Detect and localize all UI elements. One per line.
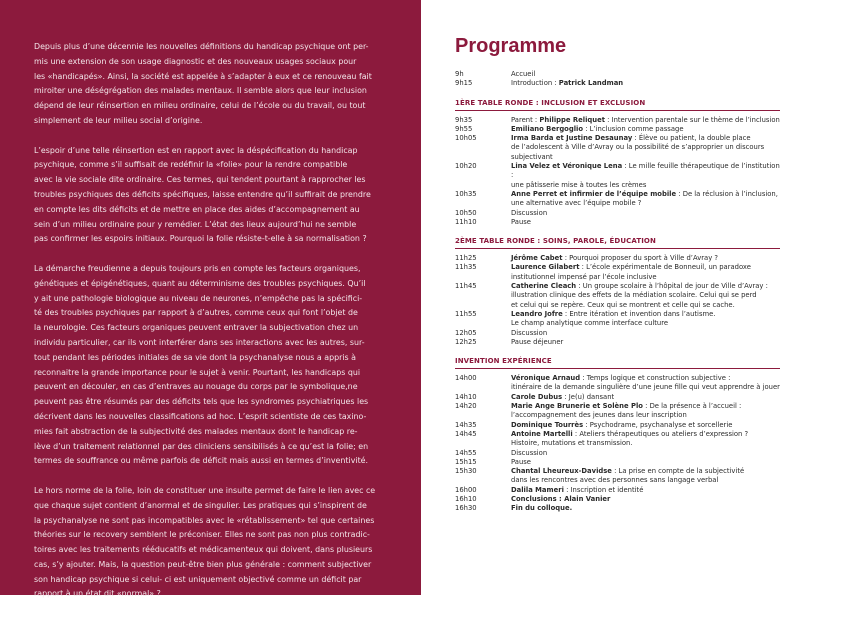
schedule-row bbox=[455, 218, 780, 227]
speaker-name: Véronique Arnaud bbox=[511, 374, 581, 383]
schedule-time: 12h25 bbox=[455, 337, 477, 346]
schedule-description bbox=[511, 70, 780, 79]
talk-title: : Je(u) dansant bbox=[562, 392, 615, 401]
schedule-time: 14h55 bbox=[455, 448, 477, 457]
talk-title: : Un groupe scolaire à l’hôpital de jour de Ville d’Avray : illustration clinique des effets de la médiation scolaire. Celui qui se perd et celui qui se repère. Ceux qui se montrent et celle qui se cache. bbox=[511, 282, 768, 309]
section-heading: INVENTION EXPÉRIENCE bbox=[455, 357, 780, 369]
intro-text-block bbox=[34, 40, 386, 617]
speaker-name: Catherine Cleach bbox=[511, 282, 577, 291]
schedule-description bbox=[511, 329, 780, 338]
schedule-time: 9h15 bbox=[455, 79, 473, 88]
talk-title: : L’école expérimentale de Bonneuil, un paradoxe institutionnel impensé par l’école inclusive bbox=[511, 263, 751, 281]
speaker-name: Dominique Tourrès bbox=[511, 420, 584, 429]
talk-title: : La prise en compte de la subjectivité dans les rencontres avec des personnes sans langage verbal bbox=[511, 467, 745, 485]
section-heading: 2ÈME TABLE RONDE : SOINS, PAROLE, ÉDUCATION bbox=[455, 237, 780, 249]
talk-title: : Ateliers thérapeutiques ou ateliers d’expression ? Histoire, mutations et transmission. bbox=[511, 429, 749, 448]
schedule-description bbox=[511, 338, 780, 347]
section-rows bbox=[455, 254, 780, 347]
talk-title: : Intervention parentale sur le thème de l’inclusion bbox=[604, 115, 780, 124]
schedule-time: 10h50 bbox=[455, 208, 477, 217]
schedule-time: 15h30 bbox=[455, 467, 477, 476]
schedule-time: 10h35 bbox=[455, 189, 477, 198]
speaker-name: Carole Dubus bbox=[511, 392, 563, 401]
schedule-description bbox=[511, 79, 780, 88]
schedule-description bbox=[511, 504, 780, 513]
schedule-description bbox=[511, 125, 780, 134]
section-rows bbox=[455, 374, 780, 513]
schedule-time: 16h00 bbox=[455, 485, 477, 494]
schedule-description bbox=[511, 374, 780, 393]
schedule-time: 10h05 bbox=[455, 134, 477, 143]
schedule-row bbox=[455, 134, 780, 162]
schedule-row bbox=[455, 458, 780, 467]
talk-title: Discussion bbox=[511, 448, 548, 457]
schedule-description bbox=[511, 162, 780, 190]
schedule-prefix: Parent : bbox=[511, 115, 540, 124]
schedule-row bbox=[455, 486, 780, 495]
schedule-row bbox=[455, 190, 780, 209]
talk-title: : Temps logique et construction subjective : itinéraire de la demande singulière d’une jeune fille qui veut apprendre à jouer bbox=[511, 374, 780, 392]
talk-title: Discussion bbox=[511, 328, 548, 337]
schedule-time: 11h25 bbox=[455, 254, 477, 263]
schedule-row bbox=[455, 421, 780, 430]
schedule-row bbox=[455, 449, 780, 458]
paragraph: Depuis plus d’une décennie les nouvelles définitions du handicap psychique ont per- mis une extension de son usage diagnostic et des nouveaux usages sociaux pour les «handicapés». Ainsi, la société est appelée à s’adapter à eux et ce renouveau fait miroiter une déségrégation des malades mentaux. Il semble alors que leur inclusion dépend de leur réinsertion en milieu ordinaire, celui de l’école ou du travail, ou tout simplement de leur milieu social d’origine. bbox=[34, 42, 372, 125]
schedule-description bbox=[511, 209, 780, 218]
schedule-description bbox=[511, 254, 780, 263]
paragraph: La démarche freudienne a depuis toujours pris en compte les facteurs organiques, génétiques et épigénétiques, quant au déterminisme des troubles psychiques. Qu’il y ait une pathologie biologique au niveau de neurones, n’empêche pas la spécifici- té des troubles psychiques par rapport à d’autres, comme ceux qui font l’objet de la neurologie. Ces facteurs organiques peuvent entraver la subjectivation chez un individu particulier, car ils vont interférer dans ses interactions avec les autres, sur- tout pendant les périodes initiales de sa vie dont la psychanalyse nous a appris à reconnaitre la grande importance pour le sujet à venir. Pourtant, les handicaps qui peuvent en découler, en cas d’entraves au nouage du corps par le symbolique,ne peuvent pas être résumés par des déficits tels que les syndromes psychiatriques les décrivent dans les nouvelles classifications ad hoc. L’esprit scientiste de ces taxino- mies fait abstraction de la subjectivité des malades mentaux dont le handicap re- lève d’un traitement relationnel par des cliniciens sensibilisés à ce qu’est la folie; en termes de souffrance ou même parfois de déficit mais aussi en termes d’inventivité. bbox=[34, 263, 369, 466]
schedule-description bbox=[511, 263, 780, 282]
talk-title: : Inscription et identité bbox=[563, 485, 644, 494]
schedule-row bbox=[455, 430, 780, 449]
talk-title: : Élève ou patient, la double place de l’adolescent à Ville d’Avray ou la possibilité de s’approprier un discours subjectivant bbox=[511, 134, 765, 161]
programme-panel bbox=[455, 34, 780, 515]
paragraph: L’espoir d’une telle réinsertion est en rapport avec la déspécification du handicap psychique, comme s’il suffisait de redéfinir la «folie» pour la rendre compatible avec la vie sociale dite ordinaire. Ces termes, qui tendent pourtant à rapprocher les troubles psychiques des déficits spécifiques, laisse entendre qu’il suffirait de prendre en compte les dits déficits et de mettre en place des aides d’accompagnement au sein d’un milieu ordinaire pour y remédier. L’état des lieux aujourd’hui ne semble pas confirmer les espoirs initiaux. Pourquoi la folie résiste-t-elle à sa normalisation ? bbox=[34, 145, 371, 244]
schedule-row bbox=[455, 209, 780, 218]
talk-title: Pause déjeuner bbox=[511, 337, 564, 346]
speaker-name: Lina Velez et Véronique Lena bbox=[511, 162, 623, 171]
talk-title: : Le mille feuille thérapeutique de l’institution : une pâtisserie mise à toutes les crèmes bbox=[511, 162, 780, 189]
schedule-row bbox=[455, 310, 780, 329]
schedule-description bbox=[511, 134, 780, 162]
schedule-time: 16h10 bbox=[455, 494, 477, 503]
talk-title: Accueil bbox=[511, 70, 536, 78]
schedule-description bbox=[511, 190, 780, 209]
speaker-name: Conclusions : Alain Vanier bbox=[511, 494, 611, 503]
schedule-description bbox=[511, 218, 780, 227]
schedule-description bbox=[511, 430, 780, 449]
speaker-name: Leandro Jofre bbox=[511, 309, 563, 318]
talk-title: : De la présence à l’accueil : l’accompagnement des jeunes dans leur inscription bbox=[511, 402, 742, 420]
schedule-time: 11h55 bbox=[455, 309, 477, 318]
intro-schedule bbox=[455, 70, 780, 89]
schedule-time: 10h20 bbox=[455, 162, 477, 171]
schedule-time: 14h00 bbox=[455, 374, 477, 383]
schedule-time: 14h45 bbox=[455, 429, 477, 438]
schedule-time: 11h45 bbox=[455, 282, 477, 291]
schedule-time: 9h35 bbox=[455, 115, 473, 124]
schedule-time: 14h35 bbox=[455, 420, 477, 429]
schedule-time: 11h10 bbox=[455, 217, 477, 226]
schedule-time: 9h55 bbox=[455, 124, 473, 133]
schedule-description bbox=[511, 458, 780, 467]
speaker-name: Irma Barda et Justine Desaunay bbox=[511, 134, 633, 143]
schedule-description bbox=[511, 421, 780, 430]
speaker-name: Fin du colloque. bbox=[511, 504, 573, 513]
schedule-description bbox=[511, 282, 780, 310]
schedule-row bbox=[455, 263, 780, 282]
schedule-row bbox=[455, 393, 780, 402]
schedule-description bbox=[511, 393, 780, 402]
programme-title: Programme bbox=[455, 35, 567, 57]
schedule-description bbox=[511, 310, 780, 329]
schedule-row bbox=[455, 79, 780, 88]
schedule-description bbox=[511, 402, 780, 421]
left-page-panel bbox=[0, 0, 421, 599]
schedule-time: 16h30 bbox=[455, 504, 477, 513]
schedule-row bbox=[455, 162, 780, 190]
schedule-row bbox=[455, 282, 780, 310]
schedule-row bbox=[455, 116, 780, 125]
schedule-description bbox=[511, 486, 780, 495]
schedule-time: 12h05 bbox=[455, 328, 477, 337]
schedule-time: 14h20 bbox=[455, 402, 477, 411]
schedule-row bbox=[455, 402, 780, 421]
schedule-row bbox=[455, 254, 780, 263]
section-rows bbox=[455, 116, 780, 228]
schedule-row bbox=[455, 329, 780, 338]
talk-title: : L’inclusion comme passage bbox=[583, 124, 684, 133]
speaker-name: Philippe Reliquet bbox=[539, 115, 605, 124]
talk-title: : Psychodrame, psychanalyse et sorcellerie bbox=[583, 420, 733, 429]
speaker-name: Chantal Lheureux-Davidse bbox=[511, 467, 612, 476]
schedule-sections bbox=[455, 99, 780, 514]
speaker-name: Emiliano Bergoglio bbox=[511, 124, 584, 133]
talk-title: : De la réclusion à l’inclusion, une alternative avec l’équipe mobile ? bbox=[511, 189, 778, 208]
schedule-time: 11h35 bbox=[455, 263, 477, 272]
schedule-row bbox=[455, 504, 780, 513]
speaker-name: Patrick Landman bbox=[558, 79, 624, 88]
paragraph: Le hors norme de la folie, loin de constituer une insulte permet de faire le lien avec ce que chaque sujet contient d’anormal et de singulier. Les pratiques qui s’inspirent de la psychanalyse ne sont pas incompatibles avec le «rétablissement» tel que certaines théories sur le recovery semblent le préconiser. Elles ne sont pas non plus contradic- toires avec les traitements rééducatifs et médicamenteux qui doivent, dans plusieurs cas, s’y ajouter. Mais, la question peut-être bien plus générale : comment subjectiver son handicap psychique si celui- ci est uniquement objectivé comme un déficit par rapport à un état dit «normal» ? bbox=[34, 485, 376, 599]
schedule-row bbox=[455, 338, 780, 347]
talk-title: : Pourquoi proposer du sport à Ville d’Avray ? bbox=[562, 254, 718, 263]
section-heading: 1ÈRE TABLE RONDE : INCLUSION ET EXCLUSION bbox=[455, 99, 780, 111]
schedule-description bbox=[511, 467, 780, 486]
schedule-description bbox=[511, 449, 780, 458]
schedule-description bbox=[511, 116, 780, 125]
speaker-name: Anne Perret et infirmier de l’équipe mobile bbox=[511, 189, 677, 198]
schedule-row bbox=[455, 70, 780, 79]
schedule-description bbox=[511, 495, 780, 504]
schedule-time: 9h bbox=[455, 70, 464, 78]
talk-title: Introduction : bbox=[511, 79, 559, 88]
speaker-name: Laurence Gilabert bbox=[511, 263, 580, 272]
schedule-time: 14h10 bbox=[455, 392, 477, 401]
schedule-row bbox=[455, 374, 780, 393]
schedule-time: 15h15 bbox=[455, 457, 477, 466]
schedule-row bbox=[455, 467, 780, 486]
talk-title: Pause bbox=[511, 457, 531, 466]
talk-title: Pause bbox=[511, 217, 531, 226]
speaker-name: Antoine Martelli bbox=[511, 429, 573, 438]
speaker-name: Jérôme Cabet bbox=[511, 254, 563, 263]
speaker-name: Marie Ange Brunerie et Solène Plo bbox=[511, 402, 643, 411]
schedule-row bbox=[455, 495, 780, 504]
speaker-name: Dalila Mameri bbox=[511, 485, 564, 494]
schedule-row bbox=[455, 125, 780, 134]
talk-title: Discussion bbox=[511, 208, 548, 217]
talk-title: : Entre itération et invention dans l’autisme. Le champ analytique comme interface culture bbox=[511, 309, 716, 328]
